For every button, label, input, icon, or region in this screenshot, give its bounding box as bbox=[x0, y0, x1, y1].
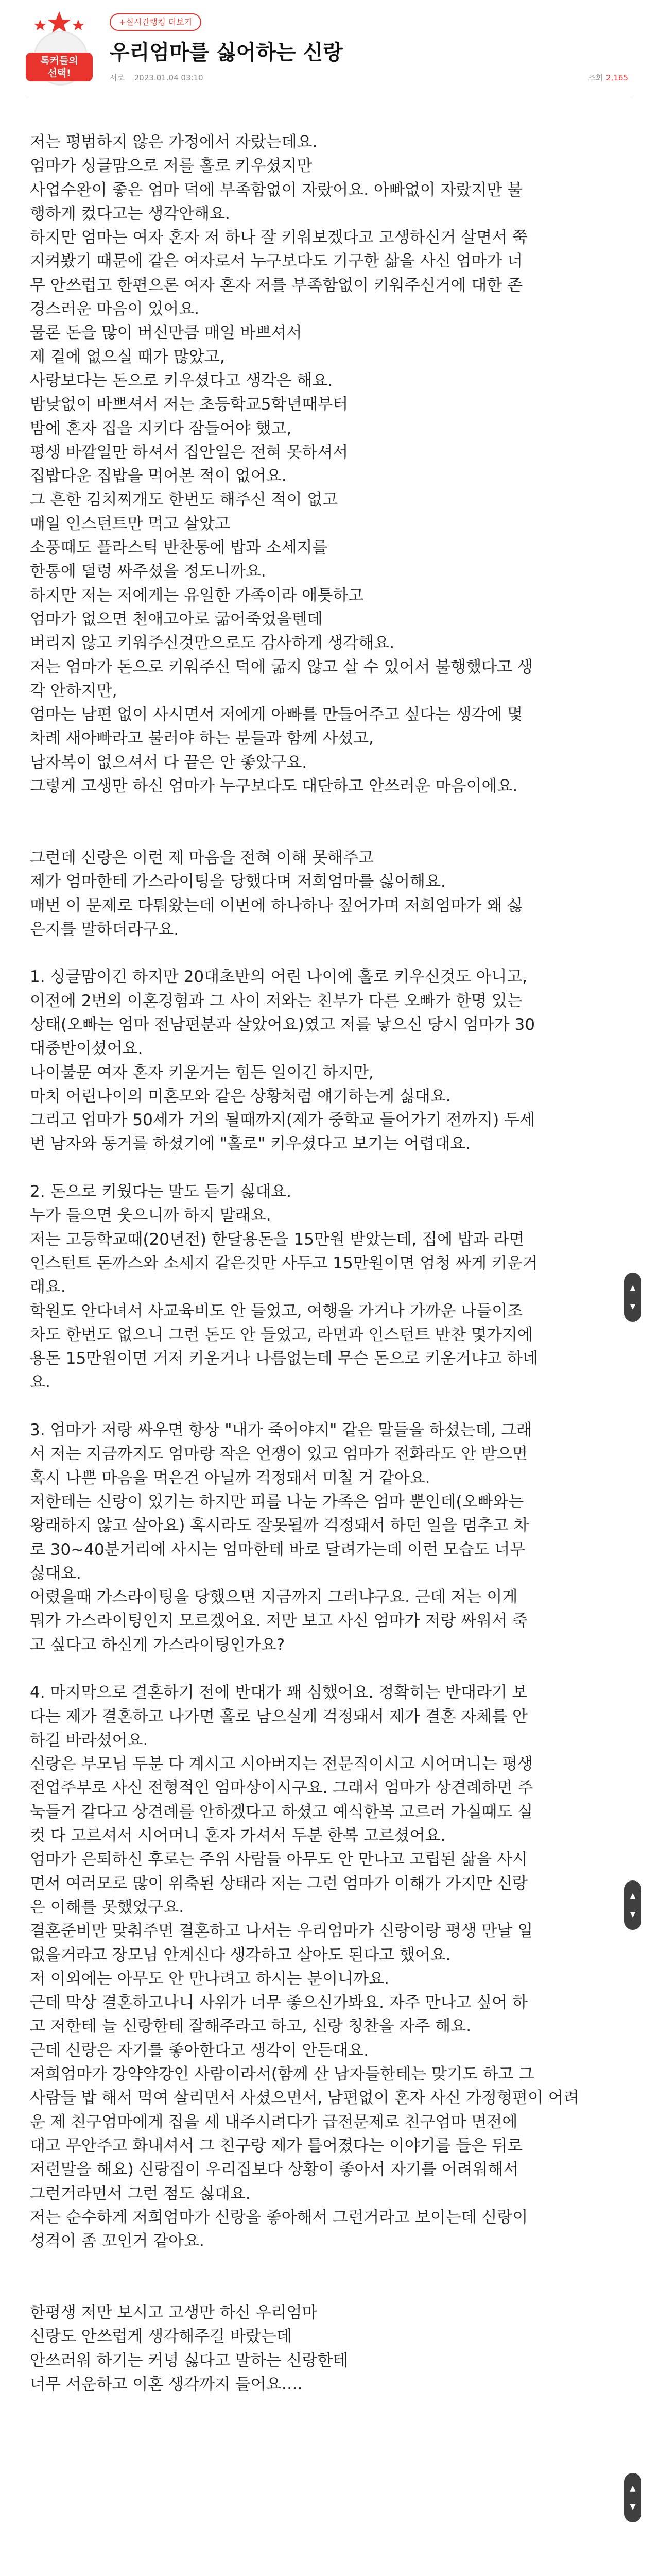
body-line: 밤에 혼자 집을 지키다 잠들어야 했고, bbox=[30, 419, 292, 438]
body-line: 집밥다운 집밥을 먹어본 적이 없어요. bbox=[30, 467, 287, 486]
body-line: 신랑도 안쓰럽게 생각해주길 바랐는데 bbox=[30, 2327, 292, 2346]
body-line: 신랑은 부모님 두분 다 계시고 시아버지는 전문직이시고 시어머니는 평생 bbox=[30, 1755, 533, 1774]
body-line: 운 제 친구엄마에게 집을 세 내주시려다가 급전문제로 친구엄마 면전에 bbox=[30, 2112, 518, 2131]
body-line: 그렇게 고생만 하신 엄마가 누구보다도 대단하고 안쓰러운 마음이에요. bbox=[30, 777, 518, 796]
post-date: 2023.01.04 03:10 bbox=[134, 73, 203, 82]
body-line: 저희엄마가 강약약강인 사람이라서(함께 산 남자들한테는 맞기도 하고 그 bbox=[30, 2065, 534, 2084]
body-line bbox=[30, 2277, 627, 2301]
body-line: 은 이해를 못했었구요. bbox=[30, 1897, 184, 1917]
body-line: 사랑보다는 돈으로 키우셨다고 생각은 해요. bbox=[30, 371, 333, 390]
body-line: 다는 제가 결혼하고 나가면 홀로 남으실게 걱정돼서 제가 결혼 자체를 안 bbox=[30, 1707, 528, 1726]
body-line: 하지만 저는 저에게는 유일한 가족이라 애틋하고 bbox=[30, 586, 364, 605]
chevron-up-icon: ▲ bbox=[630, 2484, 636, 2493]
body-line: 학원도 안다녀서 사교육비도 안 들었고, 여행을 가거나 가까운 나들이조 bbox=[30, 1301, 523, 1320]
body-line bbox=[30, 798, 627, 822]
body-line: 어렸을때 가스라이팅을 당했으면 지금까지 그러냐구요. 근데 저는 이게 bbox=[30, 1588, 518, 1607]
body-line: 엄마가 은퇴하신 후로는 주위 사람들 아무도 안 만나고 고립된 삶을 사시 bbox=[30, 1850, 528, 1869]
body-line: 행하게 컸다고는 생각안해요. bbox=[30, 204, 230, 223]
body-line: 사업수완이 좋은 엄마 덕에 부족함없이 자랐어요. 아빠없이 자랐지만 불 bbox=[30, 180, 523, 199]
body-line: 면서 여러모로 많이 위축된 상태라 저는 그런 엄마가 이해가 가지만 신랑 bbox=[30, 1874, 528, 1893]
chevron-down-icon: ▼ bbox=[630, 1910, 636, 1919]
post-body bbox=[30, 130, 627, 2396]
body-line: 고 싶다고 하신게 가스라이팅인가요? bbox=[30, 1635, 285, 1654]
body-line: 성격이 좀 꼬인거 같아요. bbox=[30, 2232, 204, 2251]
body-line: 혹시 나쁜 마음을 먹은건 아닐까 걱정돼서 미칠 거 같아요. bbox=[30, 1468, 430, 1487]
body-line: 차례 새아빠라고 불러야 하는 분들과 함께 사셨고, bbox=[30, 729, 374, 748]
body-line: 평생 바깥일만 하셔서 집안일은 전혀 못하셔서 bbox=[30, 443, 349, 462]
body-line: 매일 인스턴트만 먹고 살았고 bbox=[30, 514, 230, 533]
views-label: 조회 bbox=[588, 73, 603, 82]
views-number: 2,165 bbox=[606, 73, 628, 82]
body-line: 누가 들으면 웃으니까 하지 말래요. bbox=[30, 1206, 271, 1225]
body-line: 마치 어린나이의 미혼모와 같은 상황처럼 얘기하는게 싫대요. bbox=[30, 1087, 451, 1106]
body-line: 엄마는 남편 없이 사시면서 저에게 아빠를 만들어주고 싶다는 생각에 몇 bbox=[30, 705, 523, 724]
body-line: 대고 무안주고 화내셔서 그 친구랑 제가 틀어졌다는 이야기를 들은 뒤로 bbox=[30, 2136, 523, 2155]
body-line: 3. 엄마가 저랑 싸우면 항상 "내가 죽어야지" 같은 말들을 하셨는데, 그래 bbox=[30, 1421, 532, 1440]
badge-line2: 선택! bbox=[47, 67, 71, 79]
body-line: 물론 돈을 많이 버신만큼 매일 바쁘셔서 bbox=[30, 324, 302, 343]
chevron-up-icon: ▲ bbox=[630, 1892, 636, 1900]
body-line: 뭐가 가스라이팅인지 모르겠어요. 저만 보고 사신 엄마가 저랑 싸워서 죽 bbox=[30, 1612, 528, 1631]
body-line: 1. 싱글맘이긴 하지만 20대초반의 어린 나이에 홀로 키우신것도 아니고, bbox=[30, 968, 528, 987]
body-line: 너무 서운하고 이혼 생각까지 들어요…. bbox=[30, 2375, 303, 2394]
realtime-ranking-link[interactable]: +실시간랭킹 더보기 bbox=[110, 13, 201, 31]
body-line: 래요. bbox=[30, 1278, 66, 1297]
body-line: 저 이외에는 아무도 안 만나려고 하시는 분이니까요. bbox=[30, 1969, 389, 1988]
body-line: 근데 막상 결혼하고나니 사위가 너무 좋으신가봐요. 자주 만나고 싶어 하 bbox=[30, 1993, 528, 2012]
body-line: 매번 이 문제로 다퉈왔는데 이번에 하나하나 짚어가며 저희엄마가 왜 싫 bbox=[30, 896, 523, 915]
body-line: 제 곁에 없으실 때가 많았고, bbox=[30, 347, 225, 366]
body-line: 한통에 덜렁 싸주셨을 정도니까요. bbox=[30, 562, 266, 581]
body-line: 제가 엄마한테 가스라이팅을 당했다며 저희엄마를 싫어해요. bbox=[30, 872, 446, 891]
body-line: 인스턴트 돈까스와 소세지 같은것만 사두고 15만원이면 엄청 싸게 키운거 bbox=[30, 1253, 538, 1273]
body-line: 소풍때도 플라스틱 반찬통에 밥과 소세지를 bbox=[30, 538, 328, 557]
scroll-button[interactable] bbox=[624, 1880, 641, 1930]
body-line bbox=[30, 1156, 627, 1180]
chevron-down-icon: ▼ bbox=[630, 2503, 636, 2511]
body-line bbox=[30, 1395, 627, 1418]
body-line: 컷 다 고르셔서 시어머니 혼자 가셔서 두분 한복 고르셨어요. bbox=[30, 1826, 446, 1845]
post-title: 우리엄마를 싫어하는 신랑 bbox=[110, 41, 343, 64]
body-line: 그런거라면서 그런 점도 싫대요. bbox=[30, 2184, 251, 2203]
body-line: 싫대요. bbox=[30, 1564, 81, 1583]
body-line: 엄마가 없으면 천애고아로 굶어죽었을텐데 bbox=[30, 609, 323, 629]
body-line: 4. 마지막으로 결혼하기 전에 반대가 꽤 심했어요. 정확히는 반대라기 보 bbox=[30, 1683, 528, 1702]
body-line: 차도 한번도 없으니 그런 돈도 안 들었고, 라면과 인스턴트 반찬 몇가지에 bbox=[30, 1325, 533, 1344]
body-line: 눅들거 같다고 상견례를 안하겠다고 하셨고 예식한복 고르러 가실때도 실 bbox=[30, 1802, 533, 1821]
body-line: 번 남자와 동거를 하셨기에 "홀로" 키우셨다고 보기는 어렵대요. bbox=[30, 1134, 471, 1154]
view-count bbox=[588, 72, 628, 83]
body-line: 대중반이셨어요. bbox=[30, 1039, 143, 1058]
body-line: 안쓰러워 하기는 커녕 싫다고 말하는 신랑한테 bbox=[30, 2351, 349, 2370]
body-line: 서 저는 지금까지도 엄마랑 작은 언쟁이 있고 엄마가 전화라도 안 받으면 bbox=[30, 1445, 528, 1464]
body-line: 저한테는 신랑이 있기는 하지만 피를 나눈 가족은 엄마 뿐인데(오빠와는 bbox=[30, 1492, 524, 1511]
body-line: 사람들 밥 해서 먹여 살리면서 사셨으면서, 남편없이 혼자 사신 가정형편이 어려 bbox=[30, 2089, 579, 2108]
author-name[interactable]: 서로 bbox=[110, 73, 125, 82]
body-line: 은지를 말하더라구요. bbox=[30, 920, 179, 939]
body-line bbox=[30, 2253, 627, 2277]
body-line: 엄마가 싱글맘으로 저를 홀로 키우셨지만 bbox=[30, 157, 313, 176]
body-line: 저런말을 해요) 신랑집이 우리집보다 상황이 좋아서 자기를 어려워해서 bbox=[30, 2160, 519, 2179]
body-line: 이전에 2번의 이혼경험과 그 사이 저와는 친부가 다른 오빠가 한명 있는 bbox=[30, 991, 523, 1010]
badge-ribbon bbox=[26, 53, 93, 81]
body-line: 전업주부로 사신 전형적인 엄마상이시구요. 그래서 엄마가 상견례하면 주 bbox=[30, 1778, 533, 1798]
body-line: 경스러운 마음이 있어요. bbox=[30, 300, 200, 319]
body-line: 상태(오빠는 엄마 전남편분과 살았어요)였고 저를 낳으신 당시 엄마가 30 bbox=[30, 1015, 535, 1034]
body-line: 한평생 저만 보시고 고생만 하신 우리엄마 bbox=[30, 2303, 318, 2323]
body-line: 결혼준비만 맞춰주면 결혼하고 나서는 우리엄마가 신랑이랑 평생 만날 일 bbox=[30, 1922, 533, 1941]
tokker-choice-badge bbox=[26, 10, 93, 93]
body-line bbox=[30, 941, 627, 965]
body-line: 각 안하지만, bbox=[30, 681, 117, 700]
body-line: 하지만 엄마는 여자 혼자 저 하나 잘 키워보겠다고 고생하신거 살면서 쭉 bbox=[30, 228, 528, 247]
body-line: 고 저한테 늘 신랑한테 잘해주라고 하고, 신랑 칭찬을 자주 해요. bbox=[30, 2017, 472, 2036]
chevron-down-icon: ▼ bbox=[630, 1302, 636, 1311]
body-line: 없을거라고 장모님 안계신다 생각하고 살아도 된다고 했어요. bbox=[30, 1945, 451, 1964]
body-line: 밤낮없이 바쁘셔서 저는 초등학교5학년때부터 bbox=[30, 395, 349, 414]
chevron-up-icon: ▲ bbox=[630, 1284, 636, 1292]
body-line: 하길 바라셨어요. bbox=[30, 1731, 148, 1750]
body-line: 저는 고등학교때(20년전) 한달용돈을 15만원 받았는데, 집에 밥과 라면 bbox=[30, 1230, 525, 1249]
body-line: 그 흔한 김치찌개도 한번도 해주신 적이 없고 bbox=[30, 490, 338, 510]
scroll-button[interactable] bbox=[624, 2473, 641, 2522]
body-line: 지켜봤기 때문에 같은 여자로서 누구보다도 기구한 삶을 사신 엄마가 너 bbox=[30, 252, 523, 271]
body-line: 그리고 엄마가 50세가 거의 될때까지(제가 중학교 들어가기 전까지) 두세 bbox=[30, 1111, 535, 1130]
body-line: 2. 돈으로 키웠다는 말도 듣기 싫대요. bbox=[30, 1182, 291, 1201]
body-line: 왕래하지 않고 살아요) 혹시라도 잘못될까 걱정돼서 하던 일을 멈추고 차 bbox=[30, 1516, 529, 1535]
body-line: 저는 엄마가 돈으로 키워주신 덕에 굶지 않고 살 수 있어서 불행했다고 생 bbox=[30, 657, 533, 676]
body-line: 로 30~40분거리에 사시는 엄마한테 바로 달려가는데 이런 모습도 너무 bbox=[30, 1540, 526, 1559]
body-line: 근데 신랑은 자기를 좋아한다고 생각이 안든대요. bbox=[30, 2041, 369, 2060]
body-line: 버리지 않고 키워주신것만으로도 감사하게 생각해요. bbox=[30, 634, 395, 653]
body-line: 남자복이 없으셔서 다 끝은 안 좋았구요. bbox=[30, 753, 307, 772]
post-meta bbox=[110, 72, 203, 83]
body-line: 그런데 신랑은 이런 제 마음을 전혀 이해 못해주고 bbox=[30, 848, 374, 867]
badge-line1: 톡커들의 bbox=[40, 55, 78, 66]
body-line bbox=[30, 1657, 627, 1681]
scroll-button[interactable] bbox=[624, 1273, 641, 1322]
post-header bbox=[0, 0, 659, 106]
body-line: 나이불문 여자 혼자 키운거는 힘든 일이긴 하지만, bbox=[30, 1063, 374, 1082]
body-line: 요. bbox=[30, 1373, 50, 1392]
body-line: 용돈 15만원이면 거저 키운거나 나름없는데 무슨 돈으로 키운거냐고 하네 bbox=[30, 1349, 538, 1368]
body-line: 저는 평범하지 않은 가정에서 자랐는데요. bbox=[30, 133, 318, 151]
body-line: 저는 순수하게 저희엄마가 신랑을 좋아해서 그런거라고 보이는데 신랑이 bbox=[30, 2208, 528, 2227]
body-line: 무 안쓰럽고 한편으론 여자 혼자 저를 부족함없이 키워주신거에 대한 존 bbox=[30, 276, 523, 295]
body-line bbox=[30, 822, 627, 846]
